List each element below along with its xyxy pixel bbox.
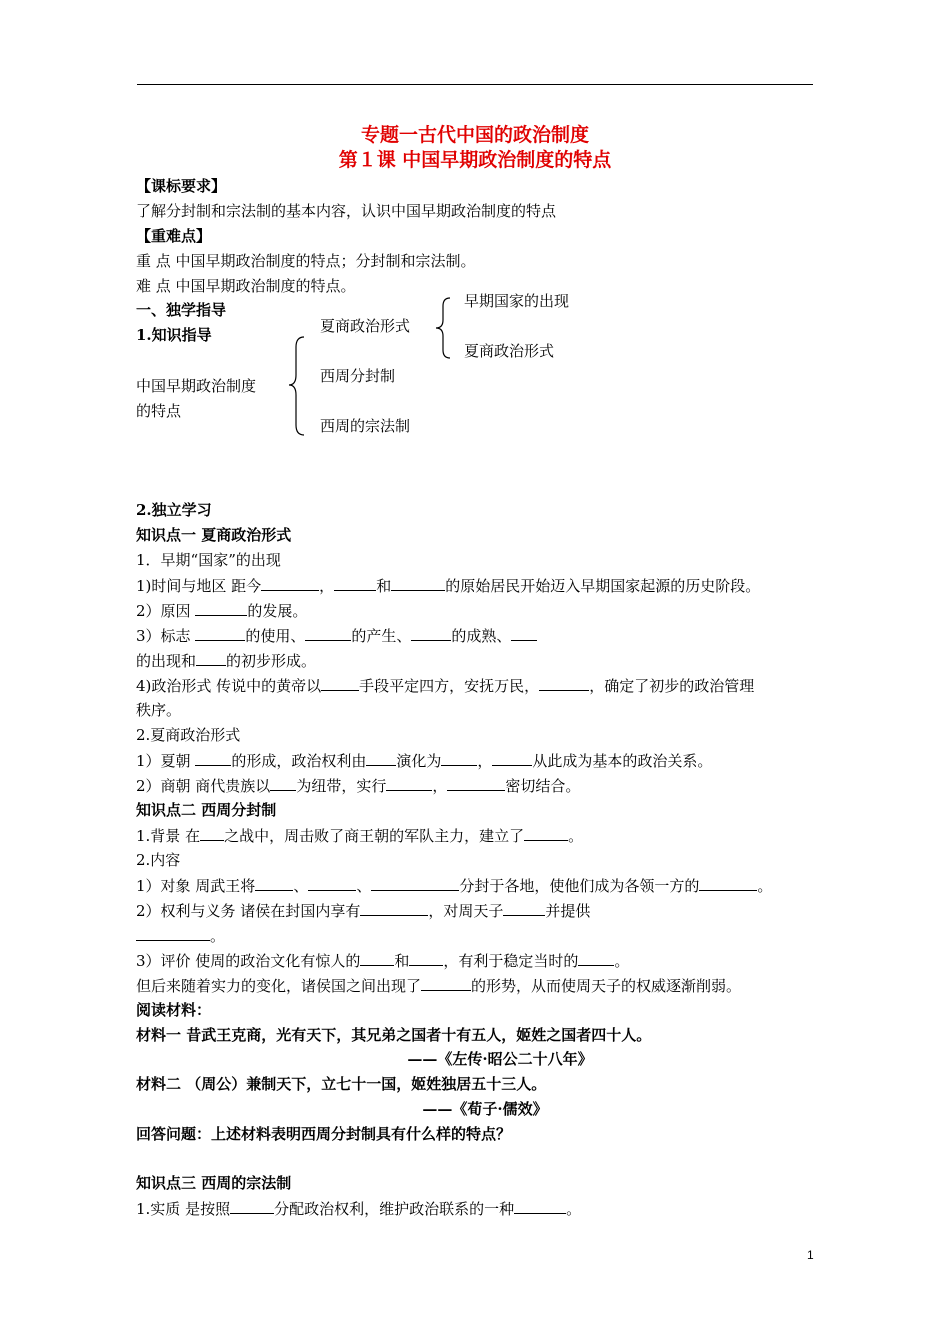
keypoints-heading: 【重难点】 bbox=[136, 227, 212, 245]
material-2: 材料二 （周公）兼制天下，立七十一国，姬姓独居五十三人。 bbox=[136, 1075, 547, 1093]
answer-blank[interactable] bbox=[196, 650, 226, 666]
kp2-line3: 1）对象 周武王将 、 、 分封于各地，使他们成为各领一方的 。 bbox=[136, 877, 773, 895]
requirements-text: 了解分封制和宗法制的基本内容，认识中国早期政治制度的特点 bbox=[136, 202, 557, 220]
answer-blank[interactable] bbox=[200, 825, 224, 841]
answer-blank[interactable] bbox=[578, 950, 614, 966]
answer-blank[interactable] bbox=[230, 1198, 274, 1214]
kp1-line1: 1．早期“国家”的出现 bbox=[136, 551, 281, 569]
answer-blank[interactable] bbox=[334, 575, 376, 591]
reading-question: 回答问题：上述材料表明西周分封制具有什么样的特点？ bbox=[136, 1125, 512, 1143]
kp3-heading: 知识点三 西周的宗法制 bbox=[136, 1174, 292, 1192]
kp2-line1: 1.背景 在 之战中，周击败了商王朝的军队主力，建立了 。 bbox=[136, 827, 584, 845]
mindmap-branch-zongfa: 西周的宗法制 bbox=[320, 417, 411, 435]
answer-blank[interactable] bbox=[511, 625, 537, 641]
answer-blank[interactable] bbox=[308, 875, 356, 891]
answer-blank[interactable] bbox=[539, 675, 589, 691]
answer-blank[interactable] bbox=[386, 775, 432, 791]
mindmap-brace-sub bbox=[434, 296, 454, 362]
answer-blank[interactable] bbox=[195, 600, 247, 616]
mindmap-branch-fenfeng: 西周分封制 bbox=[320, 367, 396, 385]
mindmap-root-line1: 中国早期政治制度 bbox=[136, 377, 257, 395]
independent-study-heading: 2.独立学习 bbox=[136, 501, 212, 519]
mindmap-sub-xiashang: 夏商政治形式 bbox=[464, 342, 555, 360]
kp2-line2: 2.内容 bbox=[136, 851, 181, 869]
answer-blank[interactable] bbox=[261, 575, 319, 591]
mindmap-sub-early-state: 早期国家的出现 bbox=[464, 292, 570, 310]
knowledge-guide-heading: 1.知识指导 bbox=[136, 326, 212, 344]
answer-blank[interactable] bbox=[321, 675, 359, 691]
material-1: 材料一 昔武王克商，光有天下，其兄弟之国者十有五人，姬姓之国者四十人。 bbox=[136, 1026, 652, 1044]
answer-blank[interactable] bbox=[492, 750, 532, 766]
answer-blank[interactable] bbox=[421, 975, 471, 991]
answer-blank[interactable] bbox=[255, 875, 293, 891]
answer-blank[interactable] bbox=[699, 875, 757, 891]
answer-blank[interactable] bbox=[360, 950, 394, 966]
kp1-line8: 2.夏商政治形式 bbox=[136, 726, 241, 744]
lesson-title: 第１课 中国早期政治制度的特点 bbox=[338, 149, 612, 171]
kp2-line7: 但后来随着实力的变化，诸侯国之间出现了 的形势，从而使周天子的权威逐渐削弱。 bbox=[136, 977, 742, 995]
answer-blank[interactable] bbox=[270, 775, 296, 791]
answer-blank[interactable] bbox=[441, 750, 477, 766]
section-heading: 一、独学指导 bbox=[136, 301, 227, 319]
requirements-heading: 【课标要求】 bbox=[136, 177, 227, 195]
answer-blank[interactable] bbox=[360, 900, 428, 916]
kp1-line7: 秩序。 bbox=[136, 701, 182, 719]
answer-blank[interactable] bbox=[136, 925, 210, 941]
answer-blank[interactable] bbox=[447, 775, 505, 791]
answer-blank[interactable] bbox=[371, 875, 459, 891]
mindmap-root-line2: 的特点 bbox=[136, 402, 182, 420]
reading-heading: 阅读材料： bbox=[136, 1001, 212, 1019]
mindmap-brace-main bbox=[288, 335, 308, 437]
answer-blank[interactable] bbox=[391, 575, 445, 591]
answer-blank[interactable] bbox=[514, 1198, 566, 1214]
answer-blank[interactable] bbox=[409, 950, 443, 966]
kp2-line6: 3）评价 使周的政治文化有惊人的 和 ，有利于稳定当时的 。 bbox=[136, 952, 630, 970]
page-number: 1 bbox=[807, 1248, 814, 1262]
material-1-source: ——《左传·昭公二十八年》 bbox=[407, 1050, 593, 1068]
key-point: 重 点 中国早期政治制度的特点；分封制和宗法制。 bbox=[136, 252, 476, 270]
answer-blank[interactable] bbox=[411, 625, 451, 641]
unit-title: 专题一古代中国的政治制度 bbox=[360, 124, 589, 146]
kp1-line3: 2）原因 的发展。 bbox=[136, 602, 308, 620]
kp2-heading: 知识点二 西周分封制 bbox=[136, 801, 277, 819]
answer-blank[interactable] bbox=[305, 625, 351, 641]
kp3-line1: 1.实质 是按照 分配政治权利，维护政治联系的一种 。 bbox=[136, 1200, 582, 1218]
difficult-point: 难 点 中国早期政治制度的特点。 bbox=[136, 277, 356, 295]
answer-blank[interactable] bbox=[524, 825, 568, 841]
material-2-source: ——《荀子·儒效》 bbox=[422, 1100, 548, 1118]
kp1-heading: 知识点一 夏商政治形式 bbox=[136, 526, 292, 544]
kp1-line9: 1）夏朝 的形成，政治权利由 演化为 ， 从此成为基本的政治关系。 bbox=[136, 752, 713, 770]
kp1-line2: 1)时间与地区 距今 ， 和 的原始居民开始迈入早期国家起源的历史阶段。 bbox=[136, 577, 761, 595]
kp1-line4: 3）标志 的使用、 的产生、 的成熟、 bbox=[136, 625, 537, 646]
kp1-line5: 的出现和 的初步形成。 bbox=[136, 652, 317, 670]
mindmap-branch-xiashang: 夏商政治形式 bbox=[320, 317, 411, 335]
answer-blank[interactable] bbox=[366, 750, 396, 766]
answer-blank[interactable] bbox=[503, 900, 545, 916]
kp2-line5: 。 bbox=[136, 925, 225, 946]
answer-blank[interactable] bbox=[195, 750, 231, 766]
header-rule bbox=[137, 84, 813, 85]
kp1-line6: 4)政治形式 传说中的黄帝以 手段平定四方，安抚万民， ，确定了初步的政治管理 bbox=[136, 677, 755, 695]
kp2-line4: 2）权利与义务 诸侯在封国内享有 ，对周天子 并提供 bbox=[136, 902, 591, 920]
answer-blank[interactable] bbox=[195, 625, 245, 641]
kp1-line10: 2）商朝 商代贵族以 为纽带，实行 ， 密切结合。 bbox=[136, 777, 581, 795]
